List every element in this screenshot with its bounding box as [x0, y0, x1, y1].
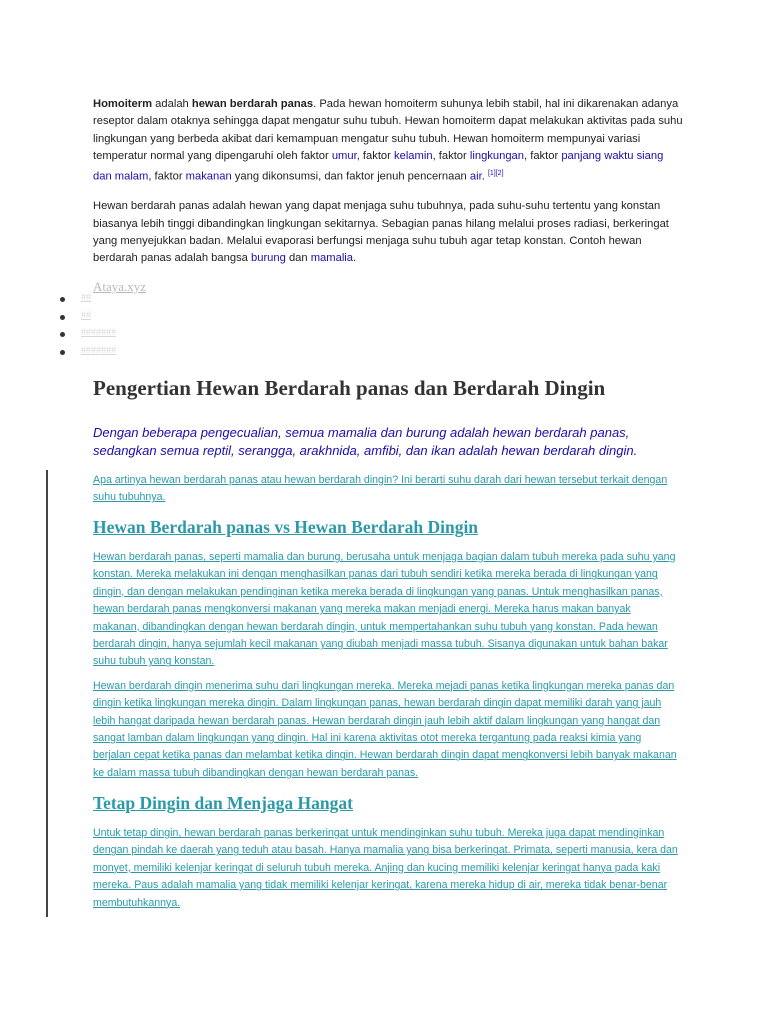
text: .: [481, 170, 485, 183]
bullet-icon: [60, 315, 65, 320]
text: , faktor: [356, 149, 394, 162]
mini-nav-link[interactable]: ##: [81, 309, 92, 320]
section-heading-tetap-dingin[interactable]: Tetap Dingin dan Menjaga Hangat: [93, 793, 353, 813]
text: , faktor: [432, 149, 470, 162]
blockquote-bar: [46, 470, 48, 917]
mini-nav-link[interactable]: #######: [81, 327, 117, 337]
article-lead: Dengan beberapa pengecualian, semua mamalia dan burung adalah hewan berdarah panas, sedangkan semua reptil, serangga, arakhnida, amfibi, dan ikan adalah hewan berdarah dingin.: [93, 425, 638, 458]
section-tetap-dingin: [93, 825, 678, 912]
section-paragraph[interactable]: Hewan berdarah dingin menerima suhu dari lingkungan mereka. Mereka mejadi panas ketika lingkungan mereka panas dan dingin ketika lingkungan mereka dingin. Dalam lingkungan panas, hewan berdarah dingin dapat memiliki darah yang jauh lebih hangat daripada hewan berdarah panas. Hewan berdarah dingin jauh lebih aktif dalam lingkungan yang hangat dan sangat lamban dalam lingkungan yang dingin. Hal ini karena aktivitas otot mereka tergantung pada reaksi kimia yang berjalan cepat ketika panas dan melambat ketika dingin. Hewan berdarah dingin dapat mengkonversi lebih banyak makanan ke dalam massa tubuh dibandingkan dengan hewan berdarah panas.: [93, 679, 677, 779]
link-burung[interactable]: burung: [251, 252, 286, 265]
link-panjang-waktu[interactable]: panjang waktu siang dan malam: [93, 149, 664, 183]
text: .: [353, 252, 357, 265]
text: dan: [285, 252, 311, 265]
section-panas-vs-dingin: [93, 549, 678, 782]
site-brand-link[interactable]: Ataya.xyz: [93, 279, 147, 295]
text: , faktor: [148, 170, 186, 183]
link-umur[interactable]: umur: [331, 149, 357, 162]
section-heading-block: [93, 793, 678, 814]
text: . Pada hewan homoiterm suhunya lebih stabil, hal ini dikarenakan adanya reseptor dalam otaknya sehingga dapat mengatur suhu tubuh. Hewan homoiterm dapat melakukan aktivitas pada suhu lingkungan yang berbeda akibat dari kemampuan mengatur suhu tubuh. Hewan homoiterm mempunyai variasi temperatur normal yang dipengaruhi oleh faktor: [93, 98, 683, 162]
intro-paragraph-definition: [93, 198, 683, 267]
section-heading-block: [93, 517, 678, 538]
mini-nav-link[interactable]: #######: [81, 344, 117, 355]
section-heading-panas-vs-dingin[interactable]: Hewan Berdarah panas vs Hewan Berdarah Dingin: [93, 517, 479, 537]
link-air[interactable]: air: [469, 170, 482, 183]
link-lingkungan[interactable]: lingkungan: [469, 149, 524, 162]
text: adalah: [152, 98, 192, 110]
text: Hewan berdarah panas adalah hewan yang dapat menjaga suhu tubuhnya, pada suhu-suhu tertentu yang konstan biasanya lebih tinggi dibandingkan lingkungan sekitarnya. Sebagian panas hilang melalui proses radiasi, berkeringat yang menyejukkan badan. Melalui evaporasi berfungsi menjaga suhu tubuh agar tetap konstan. Contoh hewan berdarah panas adalah bangsa: [93, 200, 669, 265]
article-question-block: [93, 472, 678, 507]
section-paragraph[interactable]: Hewan berdarah panas, seperti mamalia dan burung, berusaha untuk menjaga bagian dalam tubuh mereka pada suhu yang konstan. Mereka melakukan ini dengan menghasilkan panas dari tubuh sendiri ketika mereka berada di lingkungan yang dingin, dan dengan melakukan pendinginan ketika mereka berada di lingkungan yang panas. Untuk menghasilkan panas, hewan berdarah panas mengkonversi makanan yang mereka makan menjadi energi. Mereka harus makan banyak makanan, dibandingkan dengan hewan berdarah dingin, untuk mempertahankan suhu tubuh yang konstan. Pada hewan berdarah dingin, hanya sejumlah kecil makanan yang diubah menjadi massa tubuh. Sisanya digunakan untuk bahan bakar suhu tubuh yang konstan.: [93, 551, 676, 668]
term-homoiterm: Homoiterm: [93, 98, 153, 110]
term-hewan-berdarah-panas: hewan berdarah panas: [191, 98, 314, 110]
mini-nav-item: [60, 345, 116, 363]
bullet-icon: [60, 350, 65, 355]
reference-2[interactable]: [2]: [495, 170, 504, 178]
link-mamalia[interactable]: mamalia: [310, 252, 354, 265]
text: , faktor: [524, 149, 562, 162]
reference-1[interactable]: [1]: [487, 170, 496, 178]
article-title: Pengertian Hewan Berdarah panas dan Berdarah Dingin: [93, 376, 606, 400]
mini-nav-link[interactable]: ##: [81, 292, 92, 302]
mini-nav-item: [60, 310, 116, 328]
link-makanan[interactable]: makanan: [185, 170, 232, 183]
link-kelamin[interactable]: kelamin: [394, 149, 433, 162]
mini-nav-item: [60, 327, 116, 345]
mini-nav-item: [60, 292, 116, 310]
section-paragraph[interactable]: Untuk tetap dingin, hewan berdarah panas berkeringat untuk mendinginkan suhu tubuh. Mereka juga dapat mendinginkan dengan pindah ke daerah yang teduh atau basah. Hanya mamalia yang bisa berkeringat. Primata, seperti manusia, kera dan monyet, memiliki kelenjar keringat di seluruh tubuh mereka. Anjing dan kucing memiliki kelenjar keringat hanya pada kaki mereka. Paus adalah mamalia yang tidak memiliki kelenjar keringat, karena mereka hidup di air, mereka tidak benar-benar membutuhkannya.: [93, 827, 678, 909]
intro-block: [93, 96, 683, 295]
article-question[interactable]: Apa artinya hewan berdarah panas atau hewan berdarah dingin? Ini berarti suhu darah dari hewan tersebut terkait dengan suhu tubuhnya.: [93, 474, 668, 504]
text: yang dikonsumsi, dan faktor jenuh pencernaan: [231, 170, 470, 183]
intro-paragraph-homoiterm: [93, 96, 683, 186]
bullet-icon: [60, 297, 65, 302]
mini-nav-list: [60, 292, 116, 362]
bullet-icon: [60, 332, 65, 337]
